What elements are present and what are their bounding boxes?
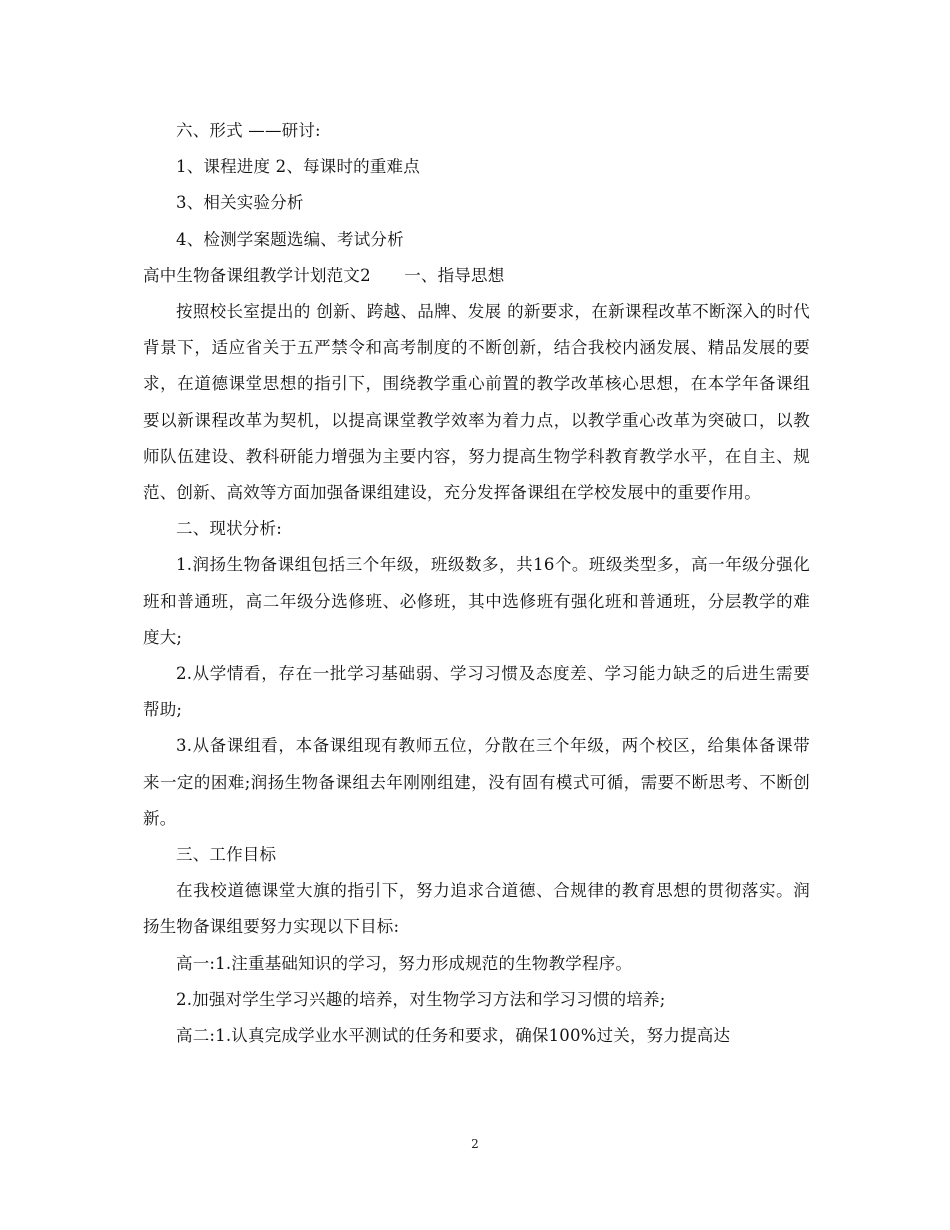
paragraph: 3、相关实验分析 — [176, 193, 304, 213]
paragraph: 3.从备课组看，本备课组现有教师五位，分散在三个年级，两个校区，给集体备课带来一定的困难;润扬生物备课组去年刚刚组建，没有固有模式可循，需要不断思考、不断创新。 — [143, 736, 810, 828]
paragraph: 六、形式 ——研讨: — [176, 121, 321, 140]
paragraph: 2.从学情看，存在一批学习基础弱、学习习惯及态度差、学习能力缺乏的后进生需要帮助; — [143, 664, 810, 720]
document-body — [143, 113, 810, 1054]
paragraph: 2.加强对学生学习兴趣的培养，对生物学习方法和学习习惯的培养; — [176, 989, 666, 1009]
paragraph: 在我校道德课堂大旗的指引下，努力追求合道德、合规律的教育思想的贯彻落实。润扬生物备课组要努力实现以下目标: — [143, 881, 810, 937]
paragraph: 4、检测学案题选编、考试分析 — [176, 229, 404, 249]
paragraph: 高一:1.注重基础知识的学习，努力形成规范的生物教学程序。 — [176, 953, 633, 973]
page-number: 2 — [471, 1137, 479, 1151]
section-title: 高中生物备课组教学计划范文2 一、指导思想 — [143, 265, 505, 285]
paragraph: 按照校长室提出的 创新、跨越、品牌、发展 的新要求，在新课程改革不断深入的时代背景下，适应省关于五严禁令和高考制度的不断创新，结合我校内涵发展、精品发展的要求，在道德课堂思想的指引下，围绕教学重心前置的教学改革核心思想，在本学年备课组要以新课程改革为契机，以提高课堂教学效率为着力点，以教学重心改革为突破口，以教师队伍建设、教科研能力增强为主要内容，努力提高生物学科教育教学水平，在自主、规范、创新、高效等方面加强备课组建设，充分发挥备课组在学校发展中的重要作用。 — [143, 302, 810, 503]
paragraph: 高二:1.认真完成学业水平测试的任务和要求，确保100%过关，努力提高达 — [176, 1026, 731, 1046]
paragraph: 1.润扬生物备课组包括三个年级，班级数多，共16个。班级类型多，高一年级分强化班和普通班，高二年级分选修班、必修班，其中选修班有强化班和普通班，分层教学的难度大; — [143, 555, 810, 647]
paragraph: 1、课程进度 2、每课时的重难点 — [176, 157, 420, 177]
paragraph: 三、工作目标 — [176, 845, 277, 865]
paragraph: 二、现状分析: — [176, 519, 282, 539]
